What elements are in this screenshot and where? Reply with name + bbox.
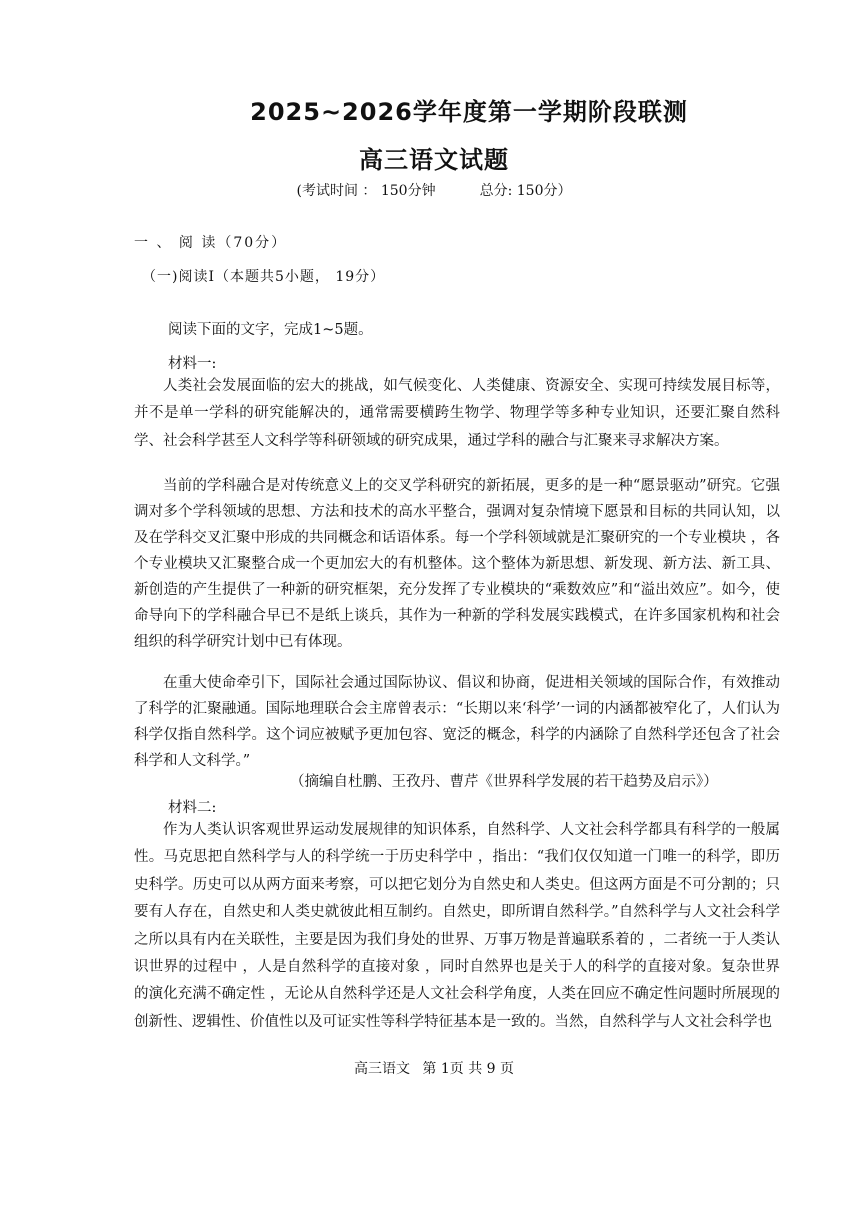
material1-paragraph-3: 在重大使命牵引下，国际社会通过国际协议、倡议和协商，促进相关领域的国际合作，有效推动了科学的汇聚融通。国际地理联合会主席曾表示：“长期以来‘科学’一词的内涵都被窄化了，人们认为科学仅指自然科学。这个词应被赋予更加包容、宽泛的概念，科学的内涵除了自然科学还包含了社会科学和人文科学。” [134,675,780,769]
footer-page-number: 第 1页 共 9 页 [422,1061,515,1077]
material2-paragraph-1: 作为人类认识客观世界运动发展规律的知识体系，自然科学、人文社会科学都具有科学的一般属性。马克思把自然科学与人的科学统一于历史科学中 ，指出：“我们仅仅知道一门唯一的科学，即历史科学。历史可以从两方面来考察，可以把它划分为自然史和人类史。但这两方面是不可分割的；只要有人存在，自然史和人类史就彼此相互制约。自然史，即所谓自然科学。”自然科学与人文社会科学之所以具有内在关联性，主要是因为我们身处的世界、万事万物是普遍联系着的 ，二者统一于人类认识世界的过程中 ，人是自然科学的直接对象 ，同时自然界也是关于人的科学的直接对象。复杂世界的演化充满不确定性 ，无论从自然科学还是人文社会科学角度，人类在回应不确定性问题时所展现的创新性、逻辑性、价值性以及可证实性等科学特征基本是一致的。当然，自然科学与人文社会科学也 [134,822,780,1030]
subsection-heading: （一)阅读Ⅰ（本题共5小题， 19分） [142,269,386,285]
material2-label: 材料二: [168,800,217,816]
exam-score: 总分: 150分） [479,183,572,199]
exam-subtitle: 高三语文试题 [359,146,509,174]
footer-subject: 高三语文 [353,1061,410,1077]
exam-meta [0,180,868,200]
exam-time: (考试时间 ： 150分钟 [296,183,436,199]
material1-paragraph-1: 人类社会发展面临的宏大的挑战，如气候变化、人类健康、资源安全、实现可持续发展目标等，并不是单一学科的研究能解决的，通常需要横跨生物学、物理学等多种专业知识，还要汇聚自然科学、社会科学甚至人文科学等科研领域的研究成果，通过学科的融合与汇聚来寻求解决方案。 [134,378,780,449]
instruction: 阅读下面的文字，完成1~5题。 [168,322,373,338]
exam-title: 2025~2026学年度第一学期阶段联测 [250,98,688,126]
page-footer [0,1058,868,1078]
material1-label: 材料一: [168,356,217,372]
material1-source: （摘编自杜鹏、王孜丹、曹芹《世界科学发展的若干趋势及启示》） [290,774,718,790]
section-heading: 一 、 阅 读（70分） [134,235,288,251]
material1-paragraph-2: 当前的学科融合是对传统意义上的交叉学科研究的新拓展，更多的是一种“愿景驱动”研究。它强调对多个学科领域的思想、方法和技术的高水平整合，强调对复杂情境下愿景和目标的共同认知，以及在学科交叉汇聚中形成的共同概念和话语体系。每一个学科领域就是汇聚研究的一个专业模块 ，各个专业模块又汇聚整合成一个更加宏大的有机整体。这个整体为新思想、新发现、新方法、新工具、新创造的产生提供了一种新的研究框架，充分发挥了专业模块的“乘数效应”和“溢出效应”。如今，使命导向下的学科融合早已不是纸上谈兵，其作为一种新的学科发展实践模式，在许多国家机构和社会组织的科学研究计划中已有体现。 [134,478,780,650]
